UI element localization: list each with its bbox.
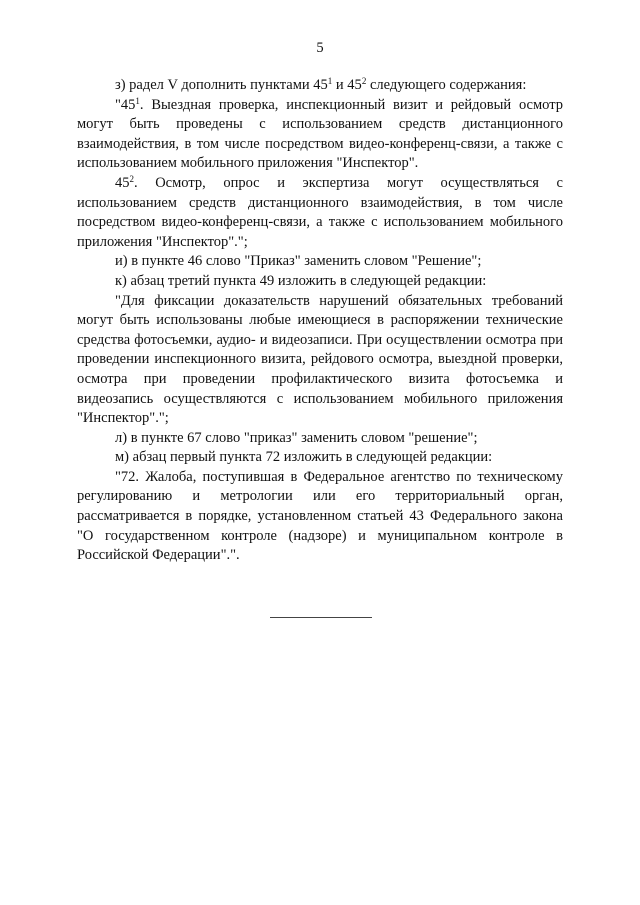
paragraph-item-45-2: $45^2$. Осмотр, опрос и экспертиза могут осуществляться с использованием средств дистанционного взаимодействия, в том числе посредством видео-конференц-связи, а также с использованием мобильного приложения "Инспектор".";: [77, 173, 563, 250]
paragraph-amendment-i: и) в пункте 46 слово "Приказ" заменить словом "Решение";: [115, 253, 482, 270]
page-number: 5: [316, 40, 324, 56]
paragraph-amendment-k: к) абзац третий пункта 49 изложить в следующей редакции:: [115, 272, 487, 289]
paragraph-item-49-text: "Для фиксации доказательств нарушений обязательных требований могут быть использованы любые имеющиеся в распоряжении технические средства фотосъемки, аудио- и видеозаписи. При осуществлении осмотра при проведении инспекционного визита, рейдового осмотра, выездной проверки, осмотра при проведении профилактического визита фотосъемка и видеозапись осуществляются с использованием мобильного приложения "Инспектор".";: [77, 292, 563, 427]
paragraph-amendment-z: з) радел V дополнить пунктами $45^1$ и $45^2$ следующего содержания:: [115, 76, 527, 93]
document-body: [77, 76, 563, 566]
paragraph-item-72-text: "72. Жалоба, поступившая в Федеральное агентство по техническому регулированию и метрологии или его территориальный орган, рассматривается в порядке, установленном статьей 43 Федерального закона "О государственном контроле (надзоре) и муниципальном контроле в Российской Федерации".".: [77, 468, 563, 564]
paragraph-amendment-m: м) абзац первый пункта 72 изложить в следующей редакции:: [115, 449, 493, 466]
paragraph-item-45-1: "$45^1$. Выездная проверка, инспекционный визит и рейдовый осмотр могут быть проведены с использованием средств дистанционного взаимодействия, в том числе посредством видео-конференц-связи, а также с использованием мобильного приложения "Инспектор".: [77, 95, 563, 172]
paragraph-amendment-l: л) в пункте 67 слово "приказ" заменить словом "решение";: [115, 429, 478, 446]
closing-rule: [270, 617, 372, 618]
